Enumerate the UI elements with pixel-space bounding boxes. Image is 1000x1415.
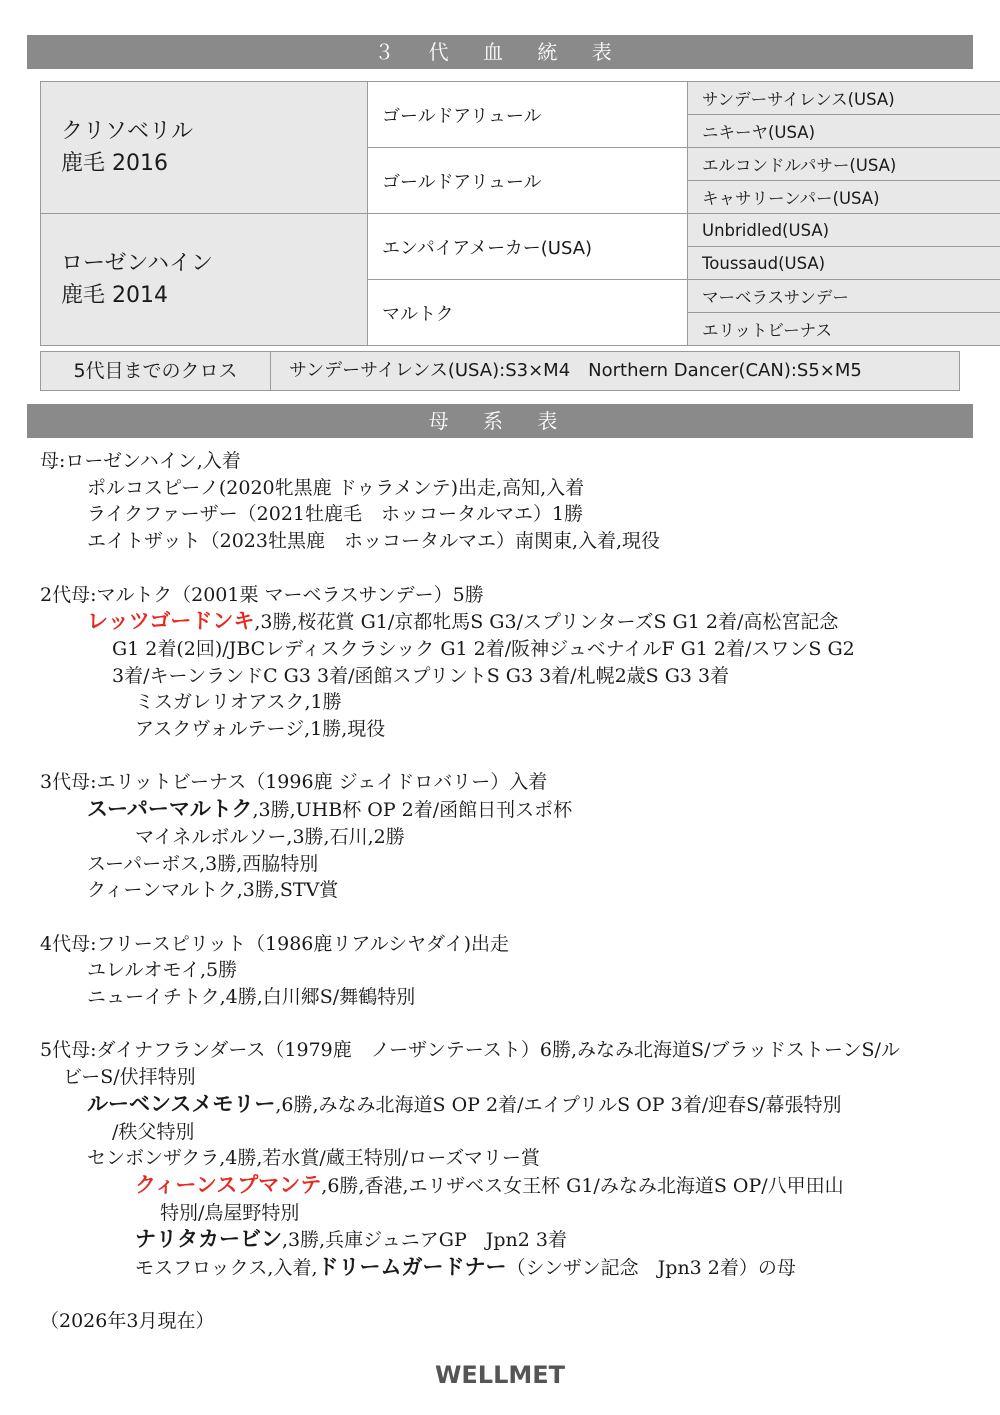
wellmet-logo: WELLMET <box>434 1361 566 1389</box>
progeny: ミスガレリオアスク,1勝 <box>135 691 342 714</box>
dam-foal: ライクファーザー（2021牡鹿毛 ホッコータルマエ）1勝 <box>87 503 584 526</box>
g3-cell: Toussaud(USA) <box>688 247 1000 280</box>
notable-runner: ナリタカービン,3勝,兵庫ジュニアGP Jpn2 3着 <box>135 1227 567 1252</box>
notable-runner: スーパーマルトク,3勝,UHB杯 OP 2着/函館日刊スポ杯 <box>87 797 573 822</box>
notable-runner-cont: 特別/鳥屋野特別 <box>160 1201 300 1224</box>
sire-info: 鹿毛 2016 <box>61 150 168 176</box>
g3-cell: Unbridled(USA) <box>688 214 1000 247</box>
runner-name: スーパーマルトク <box>87 797 253 822</box>
dam-dam-cell: マルトク <box>368 280 688 346</box>
progeny: スーパーボス,3勝,西脇特別 <box>87 852 319 875</box>
second-dam-line: 2代母:マルトク（2001栗 マーベラスサンデー）5勝 <box>40 583 484 606</box>
progeny: モスフロックス,入着,ドリームガードナー（シンザン記念 Jpn3 2着）の母 <box>135 1255 796 1280</box>
notable-runner: レッツゴードンキ,3勝,桜花賞 G1/京都牝馬S G3/スプリンターズS G1 2着/高松宮記念 <box>87 609 839 634</box>
fifth-dam-line-cont: ビーS/伏拝特別 <box>63 1066 196 1089</box>
pedigree-table <box>40 81 1000 346</box>
as-of-date: （2026年3月現在） <box>40 1310 215 1333</box>
g3-cell: サンデーサイレンス(USA) <box>688 82 1000 115</box>
notable-runner: ルーベンスメモリー,6勝,みなみ北海道S OP 2着/エイプリルS OP 3着/迎春S/幕張特別 <box>87 1091 842 1116</box>
dam-name: ローゼンハイン <box>61 250 214 276</box>
runner-name: クィーンスプマンテ <box>135 1172 322 1197</box>
g3-cell: キャサリーンパー(USA) <box>688 181 1000 214</box>
sire-dam-cell: ゴールドアリュール <box>368 148 688 214</box>
progeny: ユレルオモイ,5勝 <box>87 959 238 982</box>
sire-cell <box>41 82 368 214</box>
family-title-bar: 母 系 表 <box>27 404 973 438</box>
dam-line: 母:ローゼンハイン,入着 <box>40 450 241 472</box>
progeny: ニューイチトク,4勝,白川郷S/舞鶴特別 <box>87 986 416 1009</box>
g3-cell: エルコンドルパサー(USA) <box>688 148 1000 181</box>
pedigree-title-bar: ３ 代 血 統 表 <box>27 35 973 69</box>
dam-info: 鹿毛 2014 <box>61 282 168 308</box>
runner-name: ドリームガードナー <box>317 1255 507 1280</box>
dam-cell <box>41 214 368 346</box>
progeny: センボンザクラ,4勝,若水賞/蔵王特別/ローズマリー賞 <box>87 1147 540 1170</box>
g3-cell: エリットビーナス <box>688 313 1000 346</box>
family-table <box>40 448 970 1335</box>
progeny: クィーンマルトク,3勝,STV賞 <box>87 879 339 902</box>
sire-name: クリソベリル <box>61 118 194 144</box>
cross-label: 5代目までのクロス <box>41 352 271 390</box>
g3-cell: マーベラスサンデー <box>688 280 1000 313</box>
notable-runner: クィーンスプマンテ,6勝,香港,エリザベス女王杯 G1/みなみ北海道S OP/八甲田山 <box>135 1172 844 1197</box>
fourth-dam-line: 4代母:フリースピリット（1986鹿リアルシヤダイ)出走 <box>40 932 509 955</box>
fifth-dam-line: 5代母:ダイナフランダース（1979鹿 ノーザンテースト）6勝,みなみ北海道S/ブラッドストーンS/ル <box>40 1039 900 1062</box>
notable-runner-cont: /秩父特別 <box>112 1120 195 1143</box>
third-dam-line: 3代母:エリットビーナス（1996鹿 ジェイドロバリー）入着 <box>40 771 548 794</box>
dam-foal: エイトザット（2023牡黒鹿 ホッコータルマエ）南関東,入着,現役 <box>87 530 661 553</box>
runner-name: レッツゴードンキ <box>87 609 255 634</box>
notable-runner-cont: G1 2着(2回)/JBCレディスクラシック G1 2着/阪神ジュベナイルF G1 2着/スワンS G2 <box>112 637 855 660</box>
sire-sire-cell: ゴールドアリュール <box>368 82 688 148</box>
dam-foal: ポルコスピーノ(2020牝黒鹿 ドゥラメンテ)出走,高知,入着 <box>87 476 585 499</box>
inbreeding-cross-row <box>40 351 960 391</box>
progeny: マイネルボルソー,3勝,石川,2勝 <box>135 825 405 848</box>
cross-value: サンデーサイレンス(USA):S3×M4 Northern Dancer(CAN):S5×M5 <box>271 352 959 390</box>
g3-cell: ニキーヤ(USA) <box>688 115 1000 148</box>
runner-name: ルーベンスメモリー <box>87 1091 276 1116</box>
dam-sire-cell: エンパイアメーカー(USA) <box>368 214 688 280</box>
runner-name: ナリタカービン <box>135 1227 282 1252</box>
progeny: アスクヴォルテージ,1勝,現役 <box>135 718 386 741</box>
notable-runner-cont: 3着/キーンランドC G3 3着/函館スプリントS G3 3着/札幌2歳S G3 3着 <box>112 664 730 687</box>
